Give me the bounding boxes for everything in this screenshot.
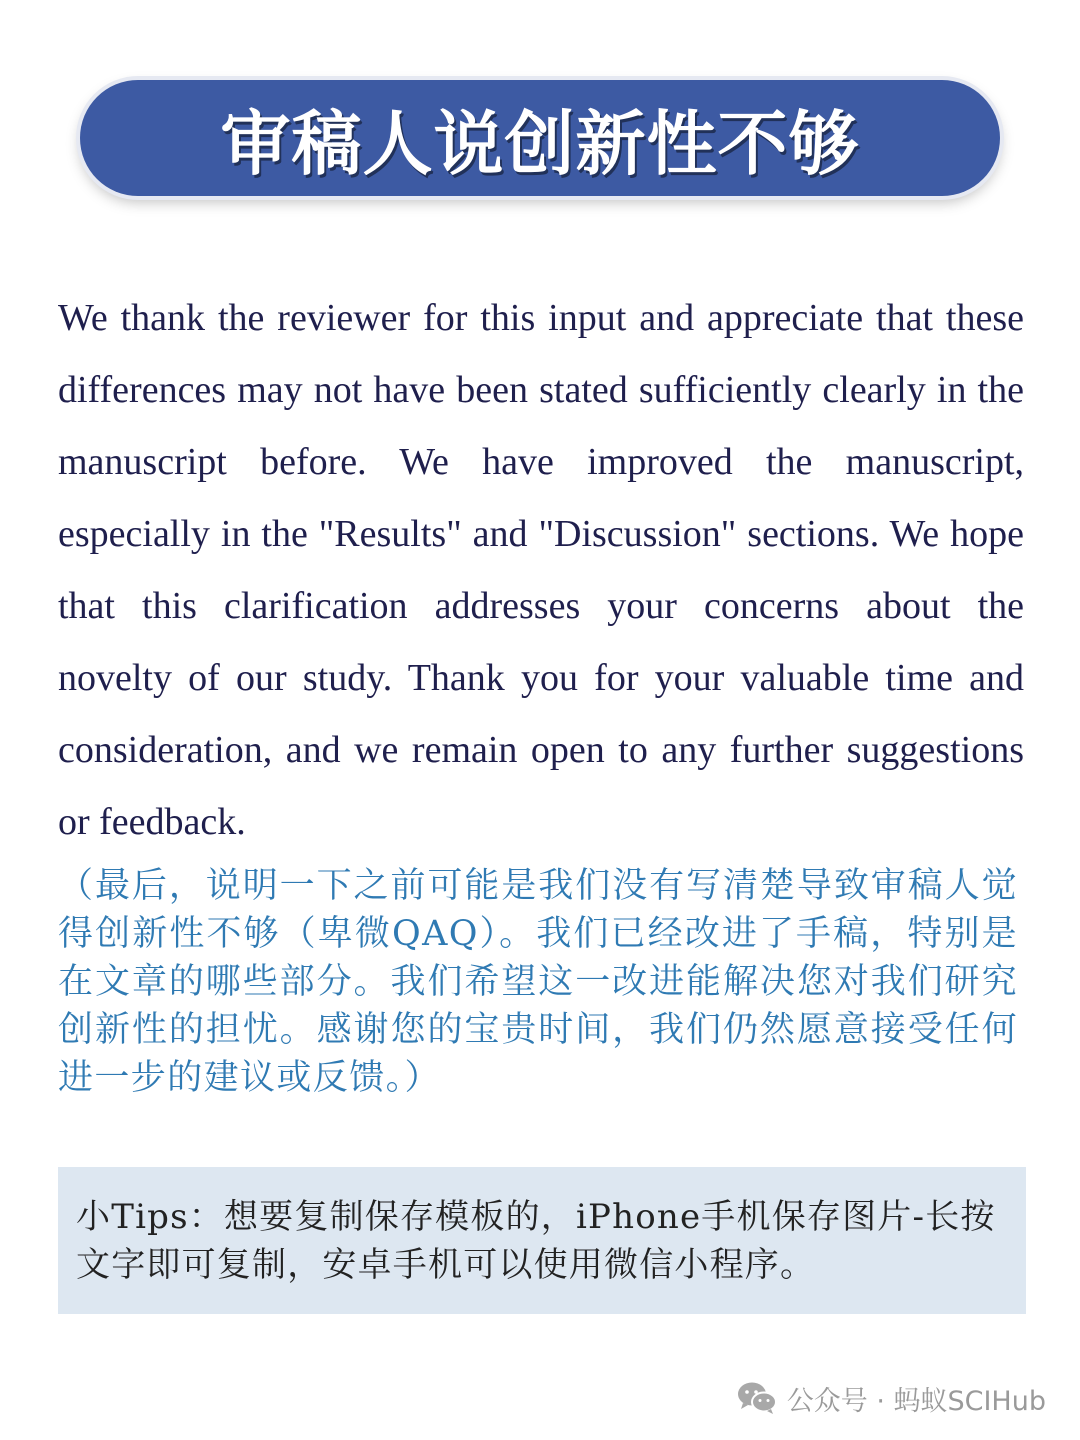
english-response-paragraph: We thank the reviewer for this input and appreciate that these differences may not have been stated sufficiently clearly in the manuscript before. We have improved the manuscript, especially in the "Results" and "Discussion" sections. We hope that this clarification addresses your concerns about the novelty of our study. Thank you for your valuable time and consideration, and we remain open to any further suggestions or feedback. xyxy=(58,297,1024,843)
tips-text: 小Tips：想要复制保存模板的，iPhone手机保存图片-长按文字即可复制，安卓手机可以使用微信小程序。 xyxy=(76,1197,996,1285)
watermark-text: 公众号 · 蚂蚁SCIHub xyxy=(786,1385,1046,1417)
wechat-icon xyxy=(737,1381,777,1415)
page-title: 审稿人说创新性不够 xyxy=(220,102,860,185)
tips-box xyxy=(58,1167,1026,1314)
watermark xyxy=(737,1374,1046,1422)
title-banner xyxy=(80,80,1000,196)
chinese-explanation-paragraph: （最后，说明一下之前可能是我们没有写清楚导致审稿人觉得创新性不够（卑微QAQ）。我们已经改进了手稿，特别是在文章的哪些部分。我们希望这一改进能解决您对我们研究创新性的担忧。感谢您的宝贵时间，我们仍然愿意接受任何进一步的建议或反馈。） xyxy=(58,866,1018,1098)
